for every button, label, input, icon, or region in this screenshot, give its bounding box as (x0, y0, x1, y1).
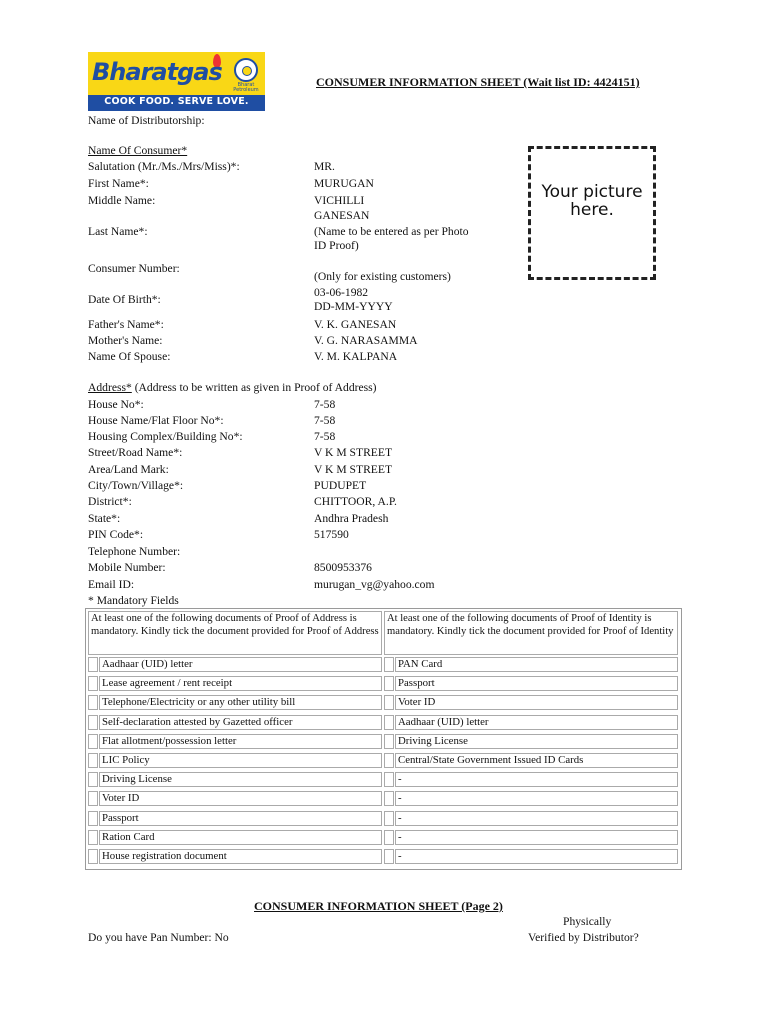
address-proof-checkbox[interactable] (88, 715, 98, 730)
address-proof-checkbox[interactable] (88, 849, 98, 864)
identity-proof-checkbox[interactable] (384, 753, 394, 768)
address-field-label: Housing Complex/Building No*: (88, 430, 243, 443)
logo-emblem-text: Bharat Petroleum (233, 82, 259, 93)
physically-label: Physically (563, 915, 612, 928)
consumer-number-note: (Only for existing customers) (314, 270, 451, 283)
pan-question: Do you have Pan Number: No (88, 931, 229, 944)
address-field-label: PIN Code*: (88, 528, 144, 541)
identity-proof-checkbox[interactable] (384, 676, 394, 691)
address-field-value: 8500953376 (314, 561, 372, 574)
address-proof-header: At least one of the following documents of Proof of Address is mandatory. Kindly tick the document provided for Proof of Address (88, 611, 382, 655)
middle-name-label: Middle Name: (88, 194, 156, 207)
address-field-value: 7-58 (314, 414, 336, 427)
identity-proof-checkbox[interactable] (384, 849, 394, 864)
mother-name-label: Mother's Name: (88, 334, 163, 347)
identity-proof-checkbox[interactable] (384, 657, 394, 672)
identity-proof-item: - (395, 791, 678, 806)
identity-proof-item: - (395, 830, 678, 845)
dob-value: 03-06-1982 (314, 286, 369, 299)
address-field-label: Street/Road Name*: (88, 446, 183, 459)
mandatory-fields-note: * Mandatory Fields (88, 594, 179, 607)
address-section-heading (88, 381, 377, 395)
address-section-note: (Address to be written as given in Proof of Address) (131, 381, 377, 394)
salutation-label: Salutation (Mr./Ms./Mrs/Miss)*: (88, 160, 240, 173)
address-proof-item: House registration document (99, 849, 382, 864)
address-field-label: House Name/Flat Floor No*: (88, 414, 224, 427)
identity-proof-item: - (395, 811, 678, 826)
middle-name-value-1: VICHILLI (314, 194, 365, 207)
mother-name-value: V. G. NARASAMMA (314, 334, 418, 347)
identity-proof-checkbox[interactable] (384, 715, 394, 730)
address-proof-checkbox[interactable] (88, 734, 98, 749)
address-proof-item: Voter ID (99, 791, 382, 806)
consumer-number-label: Consumer Number: (88, 262, 180, 275)
identity-proof-item: - (395, 849, 678, 864)
identity-proof-item: - (395, 772, 678, 787)
address-proof-item: Telephone/Electricity or any other utility bill (99, 695, 382, 710)
address-section-label: Address* (88, 381, 132, 394)
verified-by-distributor-label: Verified by Distributor? (528, 931, 639, 944)
address-proof-item: Flat allotment/possession letter (99, 734, 382, 749)
photo-placeholder-text: Your picture here. (541, 182, 643, 220)
address-field-label: City/Town/Village*: (88, 479, 184, 492)
address-field-value: murugan_vg@yahoo.com (314, 578, 435, 591)
address-proof-checkbox[interactable] (88, 830, 98, 845)
address-proof-item: Driving License (99, 772, 382, 787)
address-field-value: V K M STREET (314, 463, 393, 476)
address-field-value: PUDUPET (314, 479, 367, 492)
address-field-label: District*: (88, 495, 132, 508)
identity-proof-item: Voter ID (395, 695, 678, 710)
address-field-value: 7-58 (314, 430, 336, 443)
address-proof-checkbox[interactable] (88, 811, 98, 826)
address-field-label: Mobile Number: (88, 561, 166, 574)
photo-placeholder-box[interactable] (528, 146, 656, 280)
spouse-name-value: V. M. KALPANA (314, 350, 398, 363)
address-field-label: Area/Land Mark: (88, 463, 169, 476)
address-proof-checkbox[interactable] (88, 791, 98, 806)
first-name-value: MURUGAN (314, 177, 374, 190)
page2-title: CONSUMER INFORMATION SHEET (Page 2) (254, 899, 503, 913)
logo-tagline: COOK FOOD. SERVE LOVE. (104, 96, 249, 107)
address-field-value: 7-58 (314, 398, 336, 411)
address-field-label: House No*: (88, 398, 144, 411)
spouse-name-label: Name Of Spouse: (88, 350, 171, 363)
identity-proof-checkbox[interactable] (384, 830, 394, 845)
identity-proof-item: PAN Card (395, 657, 678, 672)
address-proof-item: Ration Card (99, 830, 382, 845)
address-field-label: State*: (88, 512, 121, 525)
father-name-label: Father's Name*: (88, 318, 164, 331)
distributorship-label: Name of Distributorship: (88, 114, 205, 127)
identity-proof-checkbox[interactable] (384, 811, 394, 826)
address-proof-checkbox[interactable] (88, 676, 98, 691)
identity-proof-item: Passport (395, 676, 678, 691)
dob-label: Date Of Birth*: (88, 293, 161, 306)
logo-brand-text: Bharatgas (92, 58, 222, 86)
address-proof-checkbox[interactable] (88, 772, 98, 787)
first-name-label: First Name*: (88, 177, 149, 190)
bharat-petroleum-emblem-icon (234, 58, 258, 82)
address-proof-checkbox[interactable] (88, 657, 98, 672)
address-proof-item: Aadhaar (UID) letter (99, 657, 382, 672)
last-name-note-2: ID Proof) (314, 239, 359, 252)
address-field-label: Email ID: (88, 578, 135, 591)
proof-documents-table (85, 608, 682, 870)
identity-proof-item: Driving License (395, 734, 678, 749)
salutation-value: MR. (314, 160, 335, 173)
last-name-note-1: (Name to be entered as per Photo (314, 225, 469, 238)
identity-proof-item: Aadhaar (UID) letter (395, 715, 678, 730)
last-name-label: Last Name*: (88, 225, 148, 238)
identity-proof-header: At least one of the following documents of Proof of Identity is mandatory. Kindly tick the document provided for Proof of Identity (384, 611, 678, 655)
address-field-value: CHITTOOR, A.P. (314, 495, 397, 508)
identity-proof-item: Central/State Government Issued ID Cards (395, 753, 678, 768)
address-field-value: 517590 (314, 528, 349, 541)
address-proof-checkbox[interactable] (88, 695, 98, 710)
address-proof-checkbox[interactable] (88, 753, 98, 768)
sheet-title: CONSUMER INFORMATION SHEET (Wait list ID: 4424151) (316, 75, 640, 89)
address-proof-item: Lease agreement / rent receipt (99, 676, 382, 691)
address-proof-item: Passport (99, 811, 382, 826)
identity-proof-checkbox[interactable] (384, 772, 394, 787)
bharatgas-logo (88, 52, 265, 111)
identity-proof-checkbox[interactable] (384, 734, 394, 749)
address-proof-item: Self-declaration attested by Gazetted officer (99, 715, 382, 730)
address-field-value: Andhra Pradesh (314, 512, 389, 525)
identity-proof-checkbox[interactable] (384, 791, 394, 806)
address-field-value: V K M STREET (314, 446, 393, 459)
middle-name-value-2: GANESAN (314, 209, 370, 222)
dob-format: DD-MM-YYYY (314, 300, 393, 313)
address-field-label: Telephone Number: (88, 545, 181, 558)
consumer-section-label: Name Of Consumer* (88, 144, 188, 157)
address-proof-item: LIC Policy (99, 753, 382, 768)
identity-proof-checkbox[interactable] (384, 695, 394, 710)
father-name-value: V. K. GANESAN (314, 318, 397, 331)
